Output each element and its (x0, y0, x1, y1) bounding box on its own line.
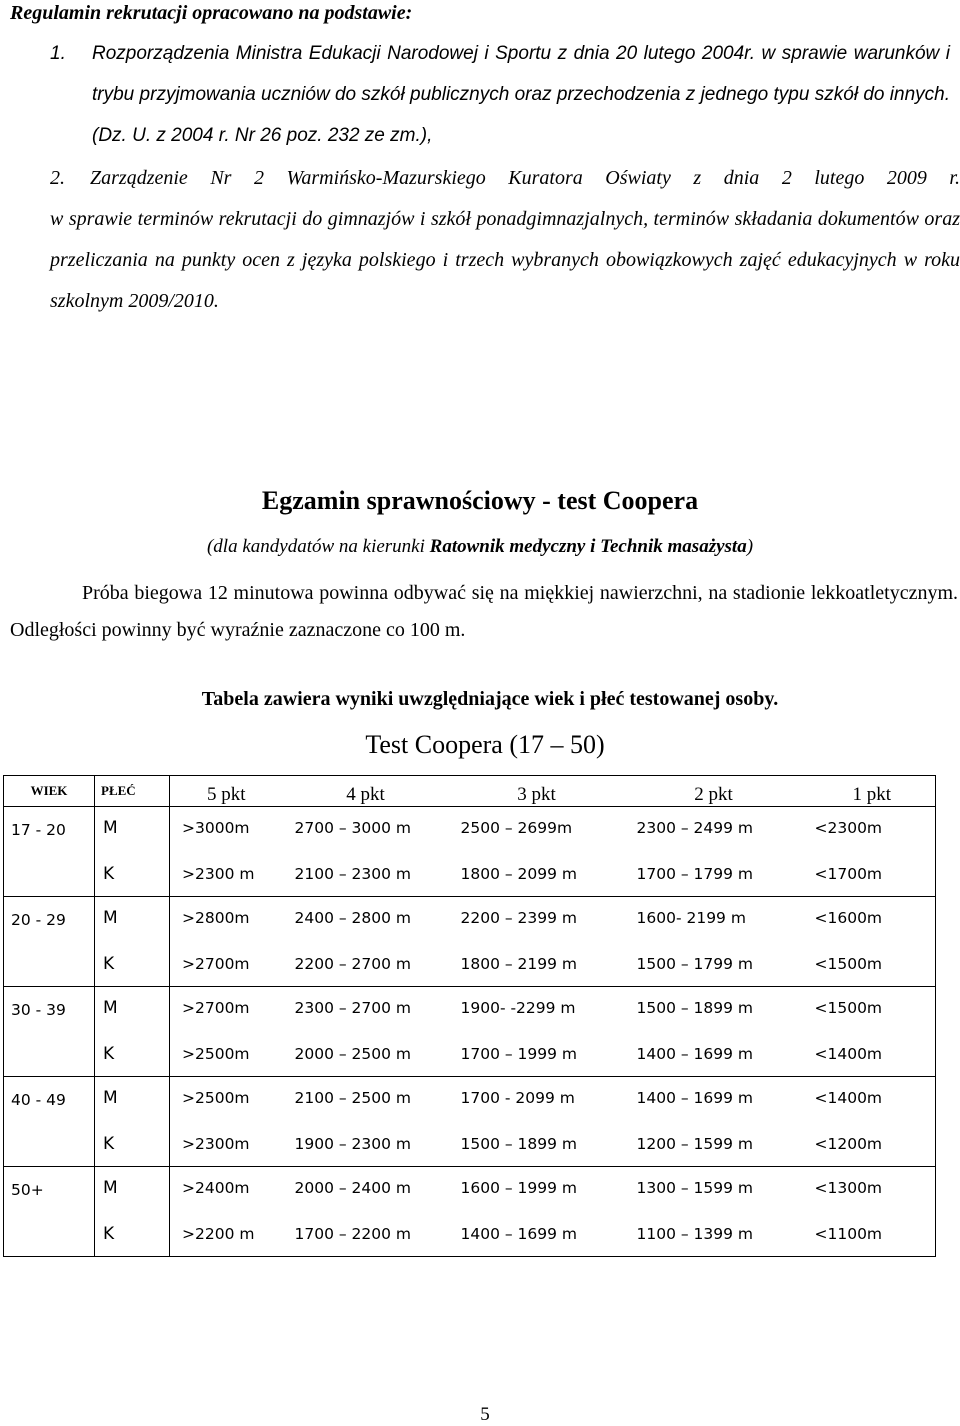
section-title: Egzamin sprawnościowy - test Coopera (261, 486, 699, 515)
cell-sex: M (95, 1167, 170, 1214)
legal-basis-item-1 (50, 33, 950, 156)
cell-score-range: 1700 - 2099 m (460, 1089, 575, 1107)
cell-age (4, 943, 95, 987)
header-2pts: 2 pkt (625, 776, 803, 807)
cell-sex: K (95, 853, 170, 897)
table-row (4, 897, 936, 944)
table-row (4, 987, 936, 1034)
header-4pts: 4 pkt (283, 776, 449, 807)
cell-score-range: 1400 – 1699 m (625, 1033, 803, 1077)
cell-score-range: 1900 – 2300 m (283, 1123, 449, 1167)
cell-score-range: <1400m (803, 1033, 936, 1077)
item-number: 1. (50, 43, 66, 64)
cell-score-range: 2100 – 2300 m (283, 853, 449, 897)
cell-sex: K (95, 1213, 170, 1257)
cell-score-range: 1600- 2199 m (636, 909, 746, 927)
cell-score-range: <2300m (814, 819, 883, 837)
cell-sex: M (95, 1077, 170, 1124)
cell-age (4, 853, 95, 897)
cell-age: 50+ (4, 1167, 95, 1214)
cell-score-range: >2500m (182, 1089, 250, 1107)
cell-score-range: 1500 – 1899 m (449, 1123, 625, 1167)
intro-heading: Regulamin rekrutacji opracowano na podstawie: (10, 2, 413, 24)
item-text-continuation: w sprawie terminów rekrutacji do gimnazjów i szkół ponadgimnazjalnych, terminów składania dokumentów oraz przeliczania na punkty ocen z języka polskiego i trzech wybranych obowiązkowych zajęć edukacyjnych w roku szkolnym 2009/2010. (50, 208, 960, 312)
cell-sex: K (95, 943, 170, 987)
cell-score-range: 1700 – 1799 m (625, 853, 803, 897)
table-note: Tabela zawiera wyniki uwzględniające wiek i płeć testowanej osoby. (201, 688, 779, 710)
cell-sex: M (95, 987, 170, 1034)
item-number: 2. (50, 167, 65, 189)
cell-score-range: 2300 – 2700 m (294, 999, 412, 1017)
table-title: Test Coopera (17 – 50) (365, 730, 605, 759)
cell-score-range: 1400 – 1699 m (449, 1213, 625, 1257)
header-sex: PŁEĆ (95, 776, 170, 807)
header-age: WIEK (4, 776, 95, 807)
cell-score-range: >2700m (182, 999, 250, 1017)
legal-basis-item-2 (50, 158, 960, 322)
cell-score-range: 1700 – 2200 m (283, 1213, 449, 1257)
table-row (4, 943, 936, 987)
cell-score-range: <1500m (814, 999, 883, 1017)
cell-age (4, 1213, 95, 1257)
header-1pt: 1 pkt (803, 776, 936, 807)
cell-score-range: 1700 – 1999 m (449, 1033, 625, 1077)
cell-score-range: <1500m (803, 943, 936, 987)
table-row (4, 1213, 936, 1257)
table-header-row (4, 776, 936, 807)
cell-score-range: <1400m (814, 1089, 883, 1107)
cell-score-range: >3000m (182, 819, 250, 837)
cell-score-range: 1900- -2299 m (460, 999, 576, 1017)
cell-age: 40 - 49 (4, 1077, 95, 1124)
page-number: 5 (480, 1404, 490, 1425)
cell-score-range: 1300 – 1599 m (636, 1179, 754, 1197)
table-row (4, 1123, 936, 1167)
cell-score-range: >2200 m (170, 1213, 283, 1257)
table-row (4, 1167, 936, 1214)
cell-age (4, 1123, 95, 1167)
cell-score-range: <1600m (814, 909, 883, 927)
cell-score-range: >2300 m (170, 853, 283, 897)
subtitle-programs: Ratownik medyczny i Technik masażysta (429, 536, 747, 557)
cell-age (4, 1033, 95, 1077)
cell-sex: K (95, 1033, 170, 1077)
subtitle-prefix: (dla kandydatów na kierunki (206, 536, 430, 557)
cell-score-range: <1300m (814, 1179, 883, 1197)
cell-score-range: 1400 – 1699 m (636, 1089, 754, 1107)
cell-score-range: 2000 – 2500 m (283, 1033, 449, 1077)
cell-score-range: <1100m (803, 1213, 936, 1257)
test-description: Próba biegowa 12 minutowa powinna odbywać się na miękkiej nawierzchni, na stadionie lekkoatletycznym. Odległości powinny być wyraźnie zaznaczone co 100 m. (10, 582, 958, 641)
cell-score-range: 2400 – 2800 m (294, 909, 412, 927)
cell-score-range: 2500 – 2699m (460, 819, 573, 837)
cell-age: 17 - 20 (4, 807, 95, 854)
cell-score-range: 1500 – 1899 m (636, 999, 754, 1017)
cell-score-range: <1700m (803, 853, 936, 897)
header-5pts: 5 pkt (170, 776, 283, 807)
subtitle-suffix: ) (746, 536, 754, 557)
cell-sex: K (95, 1123, 170, 1167)
table-row (4, 1077, 936, 1124)
cell-score-range: 1600 – 1999 m (460, 1179, 578, 1197)
cell-score-range: >2300m (170, 1123, 283, 1167)
cell-age: 20 - 29 (4, 897, 95, 944)
cell-score-range: 2100 – 2500 m (294, 1089, 412, 1107)
section-subtitle (0, 536, 960, 558)
table-row (4, 1033, 936, 1077)
item-text: Rozporządzenia Ministra Edukacji Narodowej i Sportu z dnia 20 lutego 2004r. w sprawie warunków i trybu przyjmowania uczniów do szkół publicznych oraz przechodzenia z jednego typu szkół do innych. (Dz. U. z 2004 r. Nr 26 poz. 232 ze zm.), (92, 43, 950, 146)
cell-score-range: 2200 – 2700 m (283, 943, 449, 987)
cell-score-range: 1100 – 1399 m (625, 1213, 803, 1257)
cell-score-range: >2700m (170, 943, 283, 987)
table-row (4, 807, 936, 854)
item-text-first-line: Zarządzenie Nr 2 Warmińsko-Mazurskiego Kuratora Oświaty z dnia 2 lutego 2009 r. (90, 167, 960, 189)
cell-score-range: >2800m (182, 909, 250, 927)
cell-age: 30 - 39 (4, 987, 95, 1034)
cell-score-range: 2000 – 2400 m (294, 1179, 412, 1197)
cooper-results-table (3, 775, 936, 1257)
cell-score-range: <1200m (803, 1123, 936, 1167)
cell-score-range: >2500m (170, 1033, 283, 1077)
cell-sex: M (95, 897, 170, 944)
header-3pts: 3 pkt (449, 776, 625, 807)
cell-sex: M (95, 807, 170, 854)
cell-score-range: 1800 – 2199 m (449, 943, 625, 987)
cell-score-range: 2200 – 2399 m (460, 909, 578, 927)
cell-score-range: >2400m (182, 1179, 250, 1197)
cell-score-range: 2700 – 3000 m (294, 819, 412, 837)
cell-score-range: 2300 – 2499 m (636, 819, 754, 837)
cell-score-range: 1200 – 1599 m (625, 1123, 803, 1167)
cell-score-range: 1800 – 2099 m (449, 853, 625, 897)
cell-score-range: 1500 – 1799 m (625, 943, 803, 987)
table-row (4, 853, 936, 897)
